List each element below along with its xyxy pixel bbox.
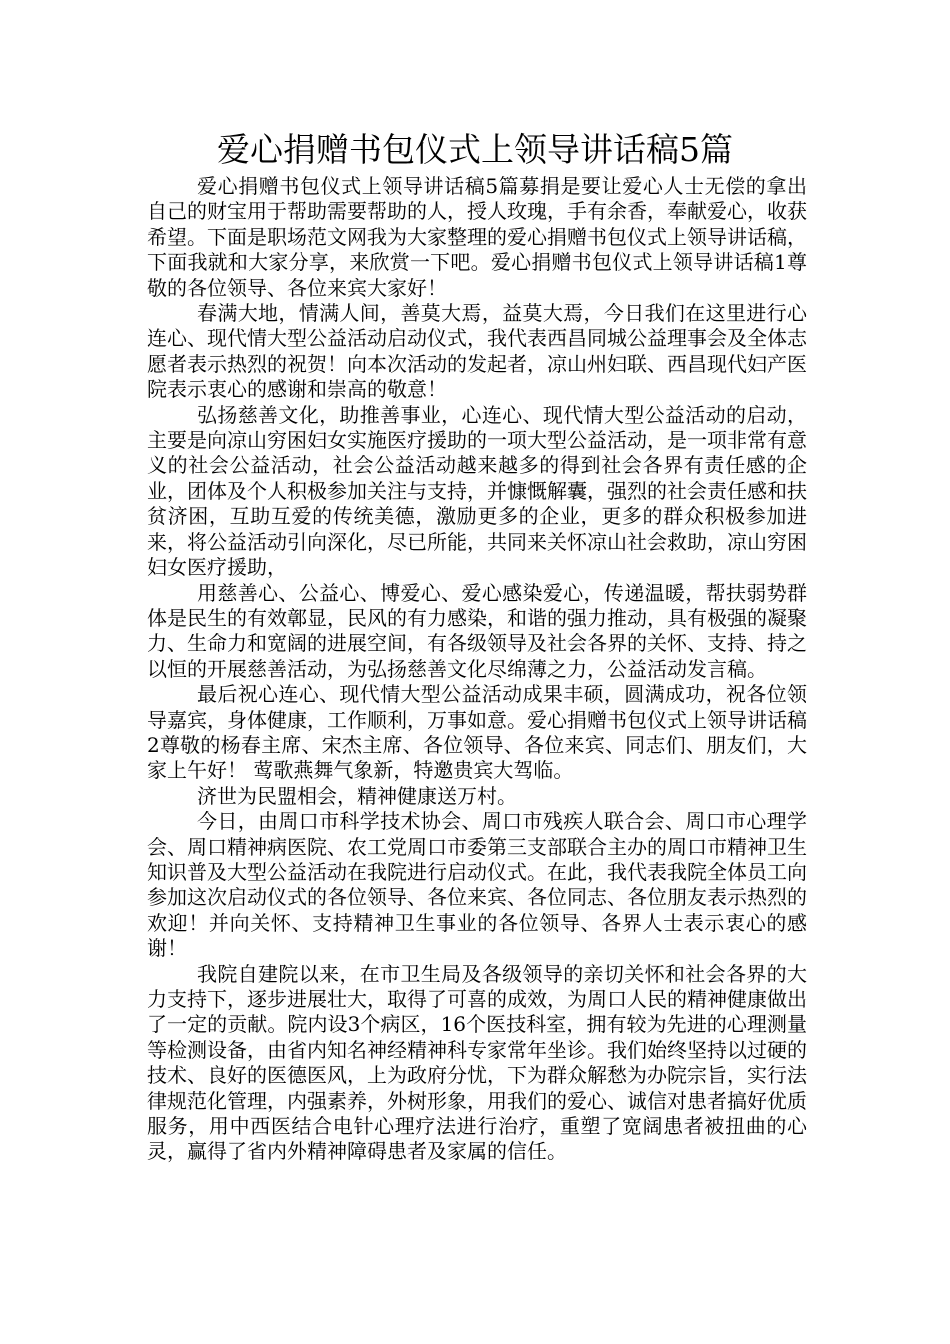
paragraph-compassion: 用慈善心、公益心、博爱心、爱心感染爱心，传递温暖，帮扶弱势群体是民生的有效鄣显，民风的有力感染，和谐的强力推动，具有极强的凝聚力、生命力和宽阔的进展空间，有各级领导及社会各界的关怀、支持、持之以恒的开展慈善活动，为弘扬慈善文化尽绵薄之力，公益活动发言稿。: [147, 580, 807, 681]
paragraph-hospital: 我院自建院以来，在市卫生局及各级领导的亲切关怀和社会各界的大力支持下，逐步进展壮大，取得了可喜的成效，为周口人民的精神健康做出了一定的贡献。院内设3个病区，16个医技科室，拥有较为先进的心理测量等检测设备，由省内知名神经精神科专家常年坐诊。我们始终坚持以过硬的技术、良好的医德医风，上为政府分忧，下为群众解愁为办院宗旨，实行法律规范化管理，内强素养，外树形象，用我们的爱心、诚信对患者搞好优质服务，用中西医结合电针心理疗法进行治疗，重塑了宽阔患者被扭曲的心灵，赢得了省内外精神障碍患者及家属的信任。: [147, 961, 807, 1164]
document-title: 爱心捐赠书包仪式上领导讲话稿5篇: [217, 130, 733, 169]
paragraph-charity-culture: 弘扬慈善文化，助推善事业，心连心、现代情大型公益活动的启动，主要是向凉山穷困妇女实施医疗援助的一项大型公益活动，是一项非常有意义的社会公益活动，社会公益活动越来越多的得到社会各界有责任感的企业，团体及个人积极参加关注与支持，并慷慨解囊，强烈的社会责任感和扶贫济困，互助互爱的传统美德，激励更多的企业，更多的群众积极参加进来，将公益活动引向深化，尽已所能，共同来关怀凉山社会救助，凉山穷困妇女医疗援助，: [147, 402, 807, 580]
paragraph-intro: 爱心捐赠书包仪式上领导讲话稿5篇募捐是要让爱心人士无偿的拿出自己的财宝用于帮助需要帮助的人，授人玫瑰，手有余香，奉献爱心，收获希望。下面是职场范文网我为大家整理的爱心捐赠书包仪式上领导讲话稿，下面我就和大家分享，来欣赏一下吧。爱心捐赠书包仪式上领导讲话稿1尊敬的各位领导、各位来宾大家好！: [147, 174, 807, 300]
paragraph-closing-wishes: 最后祝心连心、现代情大型公益活动成果丰硕，圆满成功，祝各位领导嘉宾，身体健康，工作顺利，万事如意。爱心捐赠书包仪式上领导讲话稿2尊敬的杨春主席、宋杰主席、各位领导、各位来宾、同志们、朋友们，大家上午好！ 莺歌燕舞气象新，特邀贵宾大驾临。: [147, 682, 807, 783]
paragraph-opening: 春满大地，情满人间，善莫大焉，益莫大焉，今日我们在这里进行心连心、现代情大型公益活动启动仪式，我代表西昌同城公益理事会及全体志愿者表示热烈的祝贺！向本次活动的发起者，凉山州妇联、西昌现代妇产医院表示衷心的感谢和崇高的敬意！: [147, 301, 807, 402]
document-body: [147, 174, 807, 1165]
paragraph-event-intro: 今日，由周口市科学技术协会、周口市残疾人联合会、周口市心理学会、周口精神病医院、农工党周口市委第三支部联合主办的周口市精神卫生知识普及大型公益活动在我院进行启动仪式。在此，我代表我院全体员工向参加这次启动仪式的各位领导、各位来宾、各位同志、各位朋友表示热烈的欢迎！并向关怀、支持精神卫生事业的各位领导、各界人士表示衷心的感谢！: [147, 809, 807, 961]
paragraph-verse: 济世为民盟相会，精神健康送万村。: [197, 783, 517, 808]
